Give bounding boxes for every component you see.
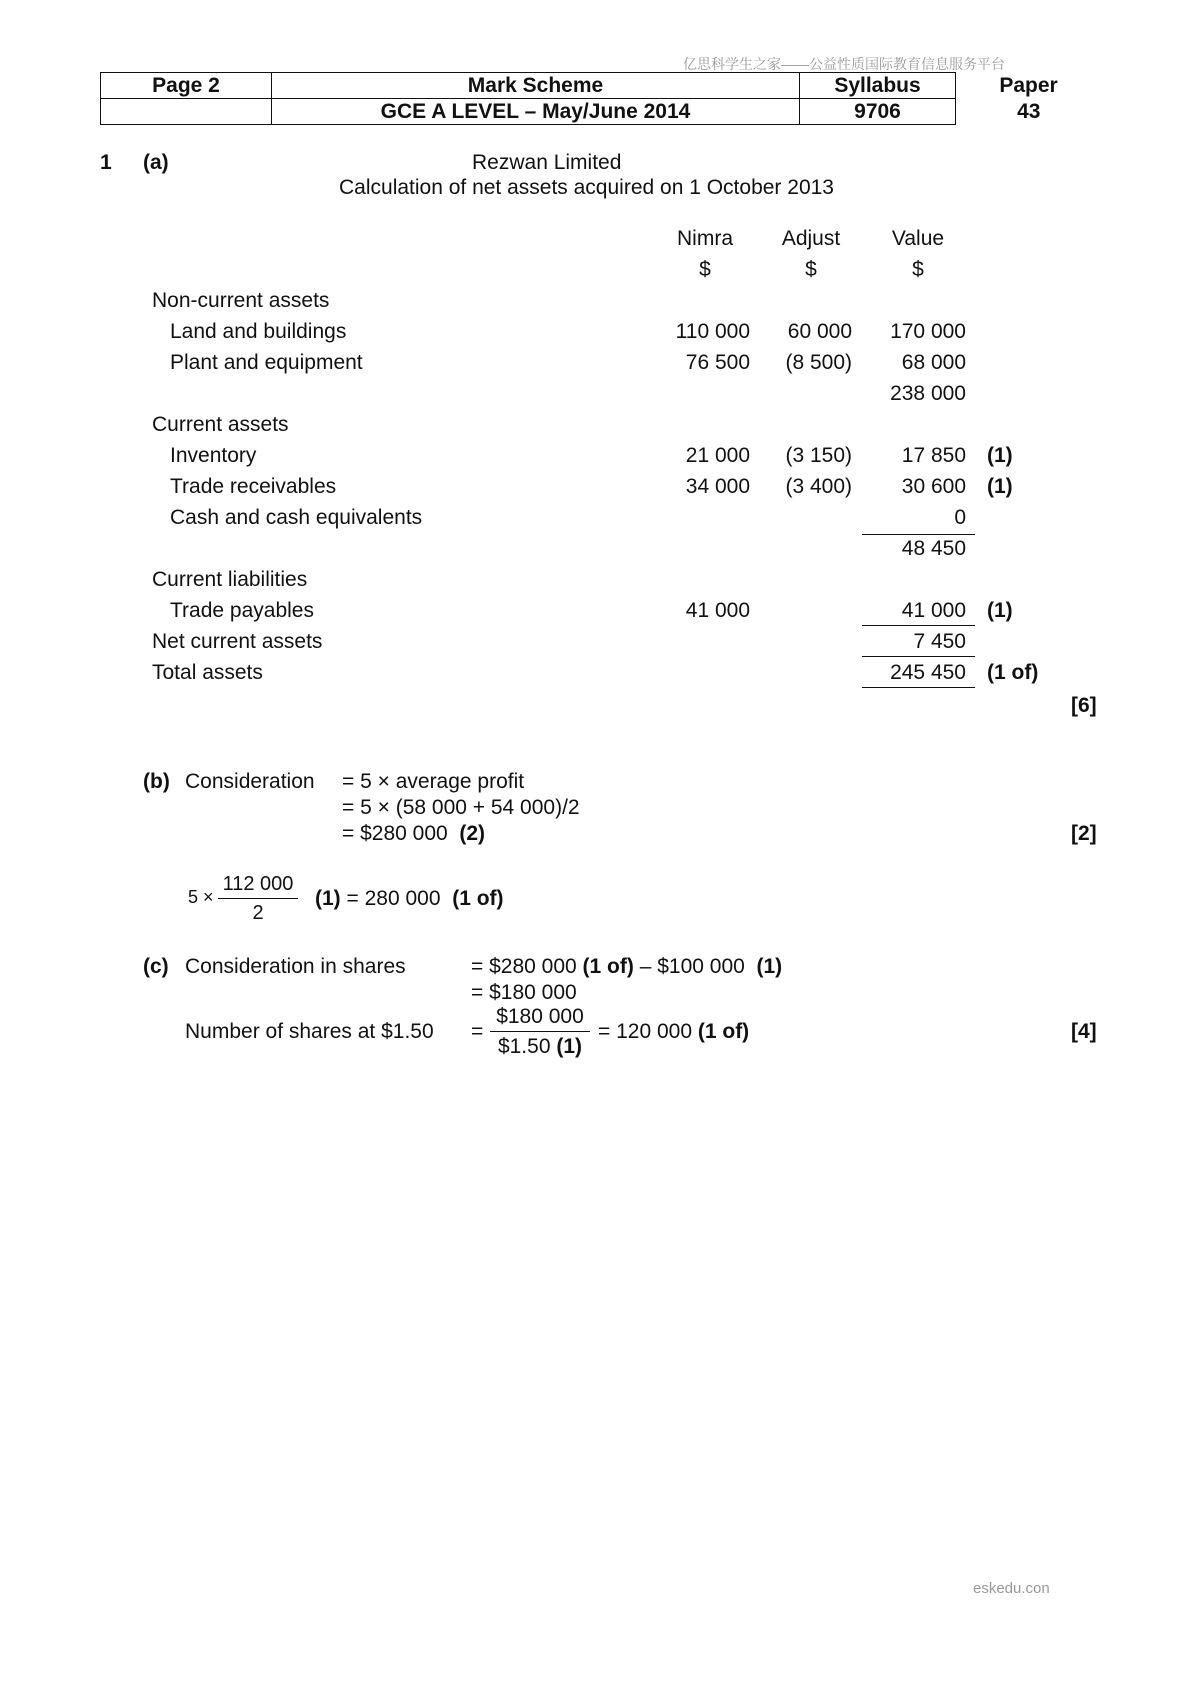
col-adjust: Adjust bbox=[781, 227, 841, 250]
part-a-label: (a) bbox=[143, 151, 169, 174]
row-nimra: 34 000 bbox=[685, 475, 750, 498]
row-value: 0 bbox=[954, 506, 966, 529]
row-nimra: 76 500 bbox=[685, 351, 750, 374]
col-nimra: Nimra bbox=[677, 227, 733, 250]
row-label: Current assets bbox=[152, 413, 289, 436]
row-value: 17 850 bbox=[901, 444, 966, 467]
rule-total bbox=[862, 687, 975, 688]
part-b-line1: = 5 × average profit bbox=[342, 770, 525, 793]
row-label: Current liabilities bbox=[152, 568, 308, 591]
row-nimra: 110 000 bbox=[675, 320, 750, 343]
part-c-term1: Consideration in shares bbox=[185, 955, 406, 978]
row-mark: (1 of) bbox=[987, 661, 1039, 684]
header-paper-label: Paper bbox=[999, 74, 1058, 97]
row-value: 7 450 bbox=[913, 630, 966, 653]
currency-adjust: $ bbox=[805, 258, 817, 281]
currency-nimra: $ bbox=[699, 258, 711, 281]
row-value: 238 000 bbox=[890, 382, 966, 405]
part-c-equals: = bbox=[471, 1020, 484, 1043]
shares-numerator: $180 000 bbox=[490, 1005, 590, 1032]
row-value: 41 000 bbox=[901, 599, 966, 622]
row-adjust: (8 500) bbox=[785, 351, 852, 374]
row-label: Plant and equipment bbox=[170, 351, 363, 374]
part-c-term2: Number of shares at $1.50 bbox=[185, 1020, 434, 1043]
header-syllabus-label: Syllabus bbox=[800, 73, 956, 99]
company-name: Rezwan Limited bbox=[472, 151, 622, 174]
part-c-line2: = $180 000 bbox=[471, 981, 577, 1004]
alt-prefix: 5 × bbox=[188, 887, 214, 907]
part-c-line1: = $280 000 (1 of) – $100 000 (1) bbox=[471, 955, 783, 978]
row-value: 245 450 bbox=[890, 661, 966, 684]
row-adjust: (3 150) bbox=[785, 444, 852, 467]
alt-fraction bbox=[218, 873, 298, 925]
row-mark: (1) bbox=[987, 444, 1013, 467]
row-value: 68 000 bbox=[901, 351, 966, 374]
currency-value: $ bbox=[912, 258, 924, 281]
rule-trade-payables bbox=[862, 625, 975, 626]
watermark-bottom: eskedu.con bbox=[973, 1580, 1050, 1597]
row-label: Trade payables bbox=[170, 599, 314, 622]
row-label: Trade receivables bbox=[170, 475, 337, 498]
watermark-top: 亿思科学生之家——公益性质国际教育信息服务平台 bbox=[683, 56, 1005, 72]
row-label: Inventory bbox=[170, 444, 257, 467]
row-value: 170 000 bbox=[890, 320, 966, 343]
header-exam: GCE A LEVEL – May/June 2014 bbox=[272, 99, 800, 125]
header-mark-scheme: Mark Scheme bbox=[272, 73, 800, 99]
part-b-line3: = $280 000 (2) bbox=[342, 822, 486, 845]
part-b-marks: [2] bbox=[1071, 822, 1097, 845]
header-syllabus: 9706 bbox=[800, 99, 956, 125]
rule-current-assets bbox=[862, 534, 975, 535]
row-mark: (1) bbox=[987, 475, 1013, 498]
alt-denominator: 2 bbox=[252, 902, 264, 924]
row-nimra: 21 000 bbox=[685, 444, 750, 467]
row-label: Non-current assets bbox=[152, 289, 330, 312]
alt-result: (1) = 280 000 (1 of) bbox=[315, 887, 504, 910]
part-c-label: (c) bbox=[143, 955, 169, 978]
col-value: Value bbox=[891, 227, 945, 250]
question-number: 1 bbox=[100, 151, 112, 174]
row-adjust: (3 400) bbox=[785, 475, 852, 498]
part-a-marks: [6] bbox=[1071, 694, 1097, 717]
row-mark: (1) bbox=[987, 599, 1013, 622]
row-value: 30 600 bbox=[901, 475, 966, 498]
row-label: Cash and cash equivalents bbox=[170, 506, 423, 529]
part-b-term: Consideration bbox=[185, 770, 315, 793]
part-b-label: (b) bbox=[143, 770, 170, 793]
alt-numerator: 112 000 bbox=[218, 873, 298, 899]
row-value: 48 450 bbox=[901, 537, 966, 560]
row-nimra: 41 000 bbox=[685, 599, 750, 622]
part-c-marks: [4] bbox=[1071, 1020, 1097, 1043]
calc-subtitle: Calculation of net assets acquired on 1 October 2013 bbox=[339, 176, 834, 199]
row-adjust: 60 000 bbox=[787, 320, 852, 343]
shares-fraction bbox=[490, 1005, 590, 1059]
header-empty bbox=[101, 99, 272, 125]
row-label: Total assets bbox=[152, 661, 263, 684]
row-label: Land and buildings bbox=[170, 320, 347, 343]
row-label: Net current assets bbox=[152, 630, 323, 653]
rule-net-current bbox=[862, 656, 975, 657]
header-page: Page 2 bbox=[101, 73, 272, 99]
part-c-result: = 120 000 (1 of) bbox=[598, 1020, 750, 1043]
header-table bbox=[100, 72, 1102, 125]
part-b-line2: = 5 × (58 000 + 54 000)/2 bbox=[342, 796, 580, 819]
shares-denominator: $1.50 (1) bbox=[497, 1035, 583, 1058]
header-paper: 43 bbox=[1017, 100, 1041, 123]
